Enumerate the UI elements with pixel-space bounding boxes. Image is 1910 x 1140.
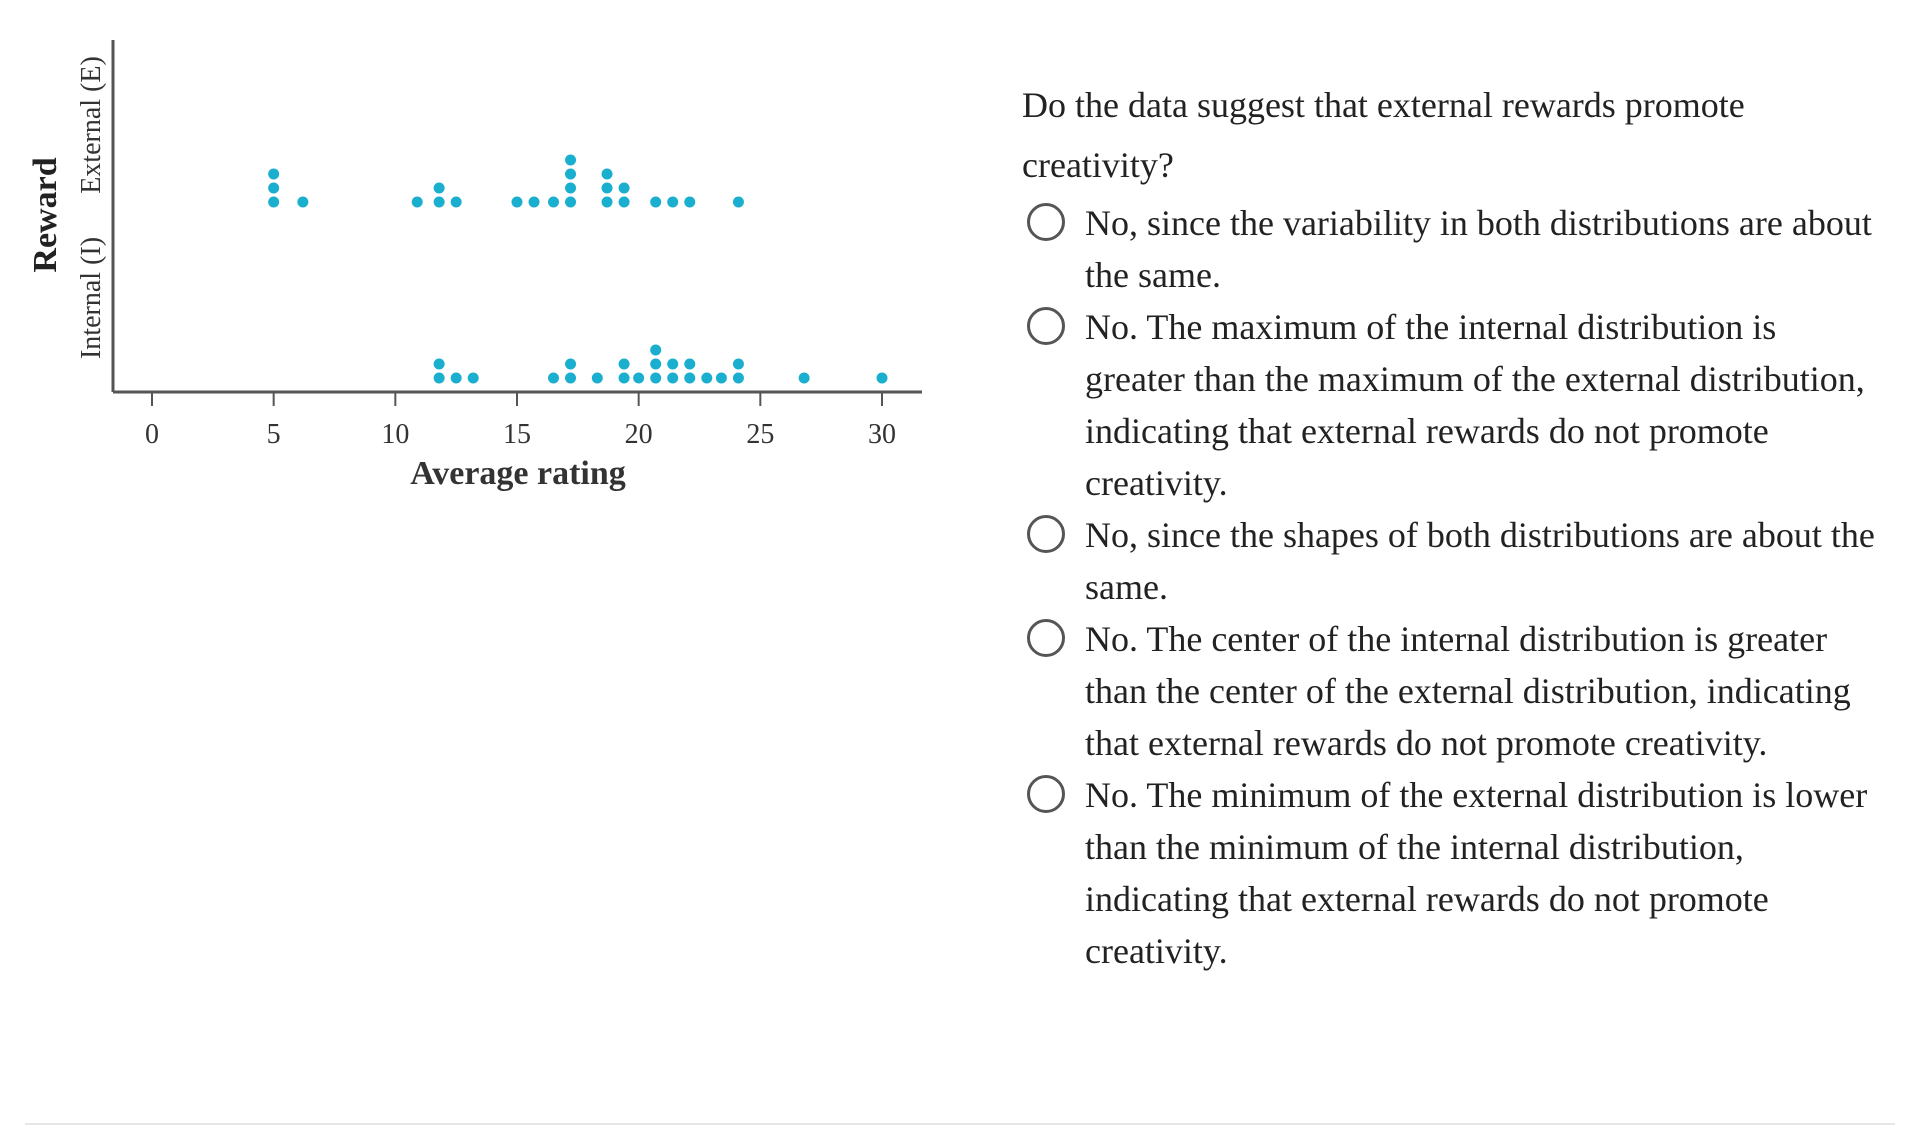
dot-internal: [799, 373, 810, 384]
dot-internal: [716, 373, 727, 384]
dot-internal: [619, 359, 630, 370]
x-tick-label: 25: [746, 419, 775, 450]
dot-plot: [0, 0, 960, 520]
x-tick-label: 10: [381, 419, 410, 450]
option-label: No. The center of the internal distribution is greater than the center of the external distribution, indicating that external rewards do not promote creativity.: [1085, 619, 1851, 763]
dot-external: [650, 197, 661, 208]
y-axis-title: Reward: [27, 157, 64, 273]
dot-external: [268, 183, 279, 194]
category-label-internal: Internal (I): [76, 236, 107, 360]
option-5[interactable]: [1022, 769, 1882, 977]
dot-internal: [451, 373, 462, 384]
x-tick-label: 20: [624, 419, 653, 450]
dot-external: [548, 197, 559, 208]
dot-internal: [733, 359, 744, 370]
radio-button[interactable]: [1027, 515, 1065, 553]
x-tick-label: 15: [503, 419, 531, 450]
dot-external: [565, 183, 576, 194]
dot-external: [619, 197, 630, 208]
option-2[interactable]: [1022, 301, 1882, 509]
dot-internal: [434, 359, 445, 370]
dot-internal: [684, 359, 695, 370]
dot-internal: [701, 373, 712, 384]
dot-internal: [592, 373, 603, 384]
dot-external: [434, 183, 445, 194]
dot-external: [602, 183, 613, 194]
dot-internal: [633, 373, 644, 384]
category-label-external: External (E): [76, 56, 107, 194]
dot-external: [268, 197, 279, 208]
option-label: No. The minimum of the external distribution is lower than the minimum of the internal distribution, indicating that external rewards do not promote creativity.: [1085, 775, 1868, 971]
dot-internal: [650, 345, 661, 356]
bottom-divider: [25, 1123, 1895, 1125]
x-tick-label: 5: [266, 419, 281, 450]
radio-button[interactable]: [1027, 203, 1065, 241]
dot-external: [733, 197, 744, 208]
dot-external: [512, 197, 523, 208]
option-4[interactable]: [1022, 613, 1882, 769]
x-axis-title: Average rating: [410, 455, 626, 492]
x-tick-label: 30: [868, 419, 896, 450]
dot-external: [667, 197, 678, 208]
dot-external: [684, 197, 695, 208]
dot-external: [565, 197, 576, 208]
dot-external: [565, 169, 576, 180]
dot-internal: [667, 359, 678, 370]
dot-external: [602, 197, 613, 208]
dot-external: [297, 197, 308, 208]
x-ticks: [145, 392, 896, 450]
dot-external: [602, 169, 613, 180]
answer-options: [1022, 197, 1882, 977]
dot-internal: [650, 359, 661, 370]
radio-button[interactable]: [1027, 619, 1065, 657]
x-tick-label: 0: [145, 419, 159, 450]
dot-internal: [684, 373, 695, 384]
option-1[interactable]: [1022, 197, 1882, 301]
dot-external: [565, 155, 576, 166]
option-label: No, since the variability in both distributions are about the same.: [1085, 203, 1872, 295]
dot-external: [434, 197, 445, 208]
dot-external: [412, 197, 423, 208]
dot-external: [529, 197, 540, 208]
option-3[interactable]: [1022, 509, 1882, 613]
dots: [268, 155, 887, 384]
dot-external: [451, 197, 462, 208]
dot-internal: [434, 373, 445, 384]
dot-external: [268, 169, 279, 180]
dot-internal: [667, 373, 678, 384]
dot-internal: [565, 373, 576, 384]
question-text: Do the data suggest that external rewards promote creativity?: [1022, 85, 1745, 185]
option-label: No. The maximum of the internal distribution is greater than the maximum of the external distribution, indicating that external rewards do not promote creativity.: [1085, 307, 1865, 503]
radio-button[interactable]: [1027, 307, 1065, 345]
dot-internal: [877, 373, 888, 384]
dot-external: [619, 183, 630, 194]
dot-internal: [650, 373, 661, 384]
question-panel: [1022, 75, 1882, 977]
dot-internal: [619, 373, 630, 384]
dot-internal: [565, 359, 576, 370]
dot-internal: [468, 373, 479, 384]
dot-plot-svg: [0, 0, 960, 520]
radio-button[interactable]: [1027, 775, 1065, 813]
dot-internal: [548, 373, 559, 384]
option-label: No, since the shapes of both distributions are about the same.: [1085, 515, 1875, 607]
dot-internal: [733, 373, 744, 384]
